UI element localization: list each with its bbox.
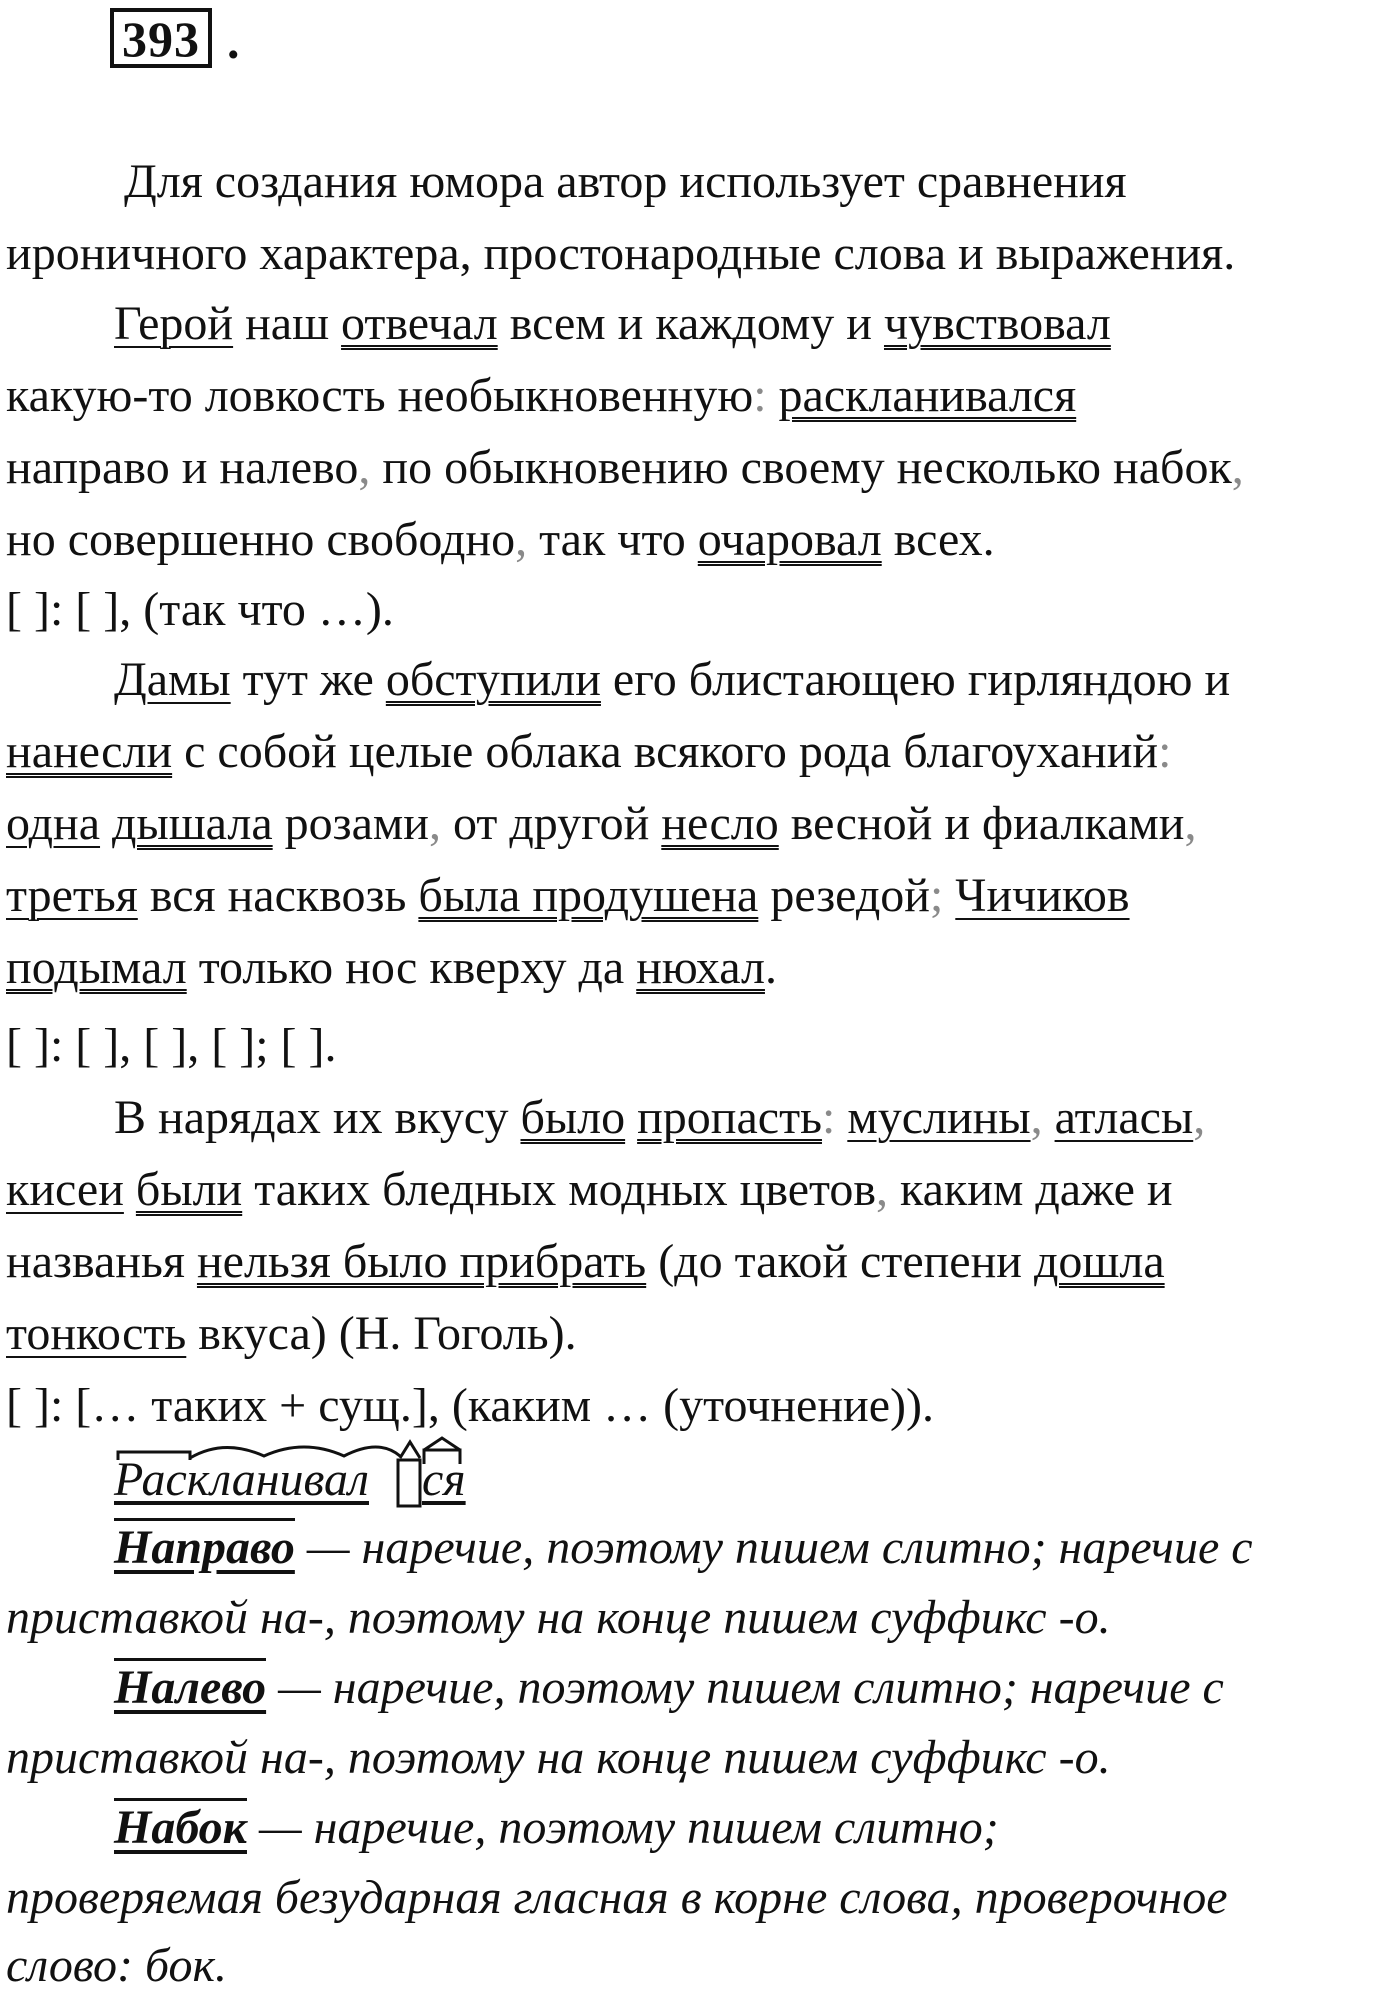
text [124,1163,136,1216]
s3-line-3 [6,1234,1165,1290]
note-word-napravo: Направо [114,1518,295,1574]
subject: тонкость [6,1307,187,1360]
comma-mark: , [358,441,371,494]
predicate: раскланивался [778,369,1077,422]
text: . [764,941,777,994]
text: тут же [230,653,386,706]
colon-mark: : [821,1091,836,1144]
text: розами [272,797,429,850]
note-word-nabok: Набок [114,1798,247,1854]
text [100,797,112,850]
s2-line-1 [114,652,1230,708]
s2-scheme: [ ]: [ ], [ ], [ ]; [ ]. [6,1019,337,1072]
text [767,369,779,422]
predicate: подымал [6,941,187,994]
semicolon-mark: ; [929,869,944,922]
text: резедой [758,869,930,922]
predicate: отвечал [341,297,498,350]
note-1-line-2: приставкой на-, поэтому на конце пишем суффикс -о. [6,1591,1111,1644]
text: только нос кверху да [186,941,637,994]
s2-line-3 [6,796,1196,852]
text: но совершенно свободно [6,513,516,566]
note-word-nalevo: Налево [114,1658,266,1714]
note-1-line-1 [114,1520,1253,1576]
s1-line-3 [6,440,1244,496]
colon-mark: : [1158,725,1172,778]
text: (до такой степени [646,1235,1034,1288]
comma-mark: , [1030,1091,1043,1144]
subject: Чичиков [955,869,1130,922]
text: всех. [881,513,995,566]
colon-mark: : [753,369,767,422]
subject: муслины [847,1091,1031,1144]
suffix-hat [400,1442,420,1458]
exercise-number-dot: . [227,13,240,69]
s3-line-2 [6,1162,1173,1218]
comma-mark: , [515,513,528,566]
subject: кисеи [6,1163,124,1216]
predicate: дошла [1033,1235,1165,1288]
text: вся насквозь [137,869,419,922]
text: каким даже и [888,1163,1173,1216]
comma-mark: , [1184,797,1197,850]
intro-line-1: Для создания юмора автор использует сравнения [124,155,1127,208]
subject: одна [6,797,101,850]
comma-mark: , [1231,441,1244,494]
text: по обыкновению своему несколько набок [370,441,1232,494]
s1-line-1 [114,296,1111,352]
text: весной и фиалками [778,797,1185,850]
morphemic-parse [114,1432,494,1512]
predicate: нанесли [6,725,173,778]
predicate: очаровал [697,513,882,566]
intro-line-2: ироничного характера, простонародные слова и выражения. [6,227,1236,280]
morph-word-main: Раскланивал [114,1453,369,1506]
text [1043,1091,1055,1144]
s2-line-4 [6,868,1130,924]
s2-line-5 [6,940,777,996]
note-3-line-1 [114,1800,999,1856]
comma-mark: , [428,797,441,850]
text [943,869,955,922]
s1-scheme: [ ]: [ ], (так что …). [6,583,394,636]
s3-line-4 [6,1306,577,1362]
predicate: были [135,1163,243,1216]
text [835,1091,847,1144]
text: с собой целые облака всякого рода благоуханий [172,725,1159,778]
s3-scheme: [ ]: [… таких + сущ.], (каким … (уточнение)). [6,1379,934,1432]
s3-line-1 [114,1090,1205,1146]
text: названья [6,1235,197,1288]
subject: третья [6,869,138,922]
predicate: обступили [385,653,601,706]
text [625,1091,637,1144]
s1-line-4 [6,512,995,568]
note-3-line-2: проверяемая безударная гласная в корне слова, проверочное [6,1871,1228,1924]
morph-word-postfix: ся [422,1453,466,1506]
text: направо и налево [6,441,359,494]
subject: атласы [1054,1091,1194,1144]
text: его блистающею гирляндою и [600,653,1231,706]
note-3-line-3: слово: бок. [6,1939,227,1992]
note-2-line-1 [114,1660,1224,1716]
predicate: несло [661,797,779,850]
note-text: — наречие, поэтому пишем слитно; наречие с [294,1521,1253,1574]
s2-line-2 [6,724,1171,780]
subject: Дамы [114,653,231,706]
note-text: — наречие, поэтому пишем слитно; наречие с [266,1661,1224,1714]
predicate: чувствовал [883,297,1111,350]
predicate: пропасть [637,1091,822,1144]
exercise-number: 393 [110,8,212,68]
predicate: дышала [112,797,273,850]
comma-mark: , [1193,1091,1206,1144]
text: наш [233,297,342,350]
s1-line-2 [6,368,1076,424]
predicate: нюхал [636,941,765,994]
comma-mark: , [876,1163,889,1216]
text: так что [527,513,698,566]
predicate: было [520,1091,626,1144]
subject: Герой [114,297,234,350]
text: какую-то ловкость необыкновенную [6,369,754,422]
text: В нарядах их вкусу [114,1091,521,1144]
predicate: была продушена [418,869,759,922]
text: таких бледных модных цветов [242,1163,877,1216]
text: вкуса) (Н. Гоголь). [186,1307,577,1360]
note-text: — наречие, поэтому пишем слитно; [246,1801,999,1854]
predicate: нельзя было прибрать [196,1235,647,1288]
ending-box [398,1460,420,1506]
text: от другой [440,797,662,850]
text: всем и каждому и [497,297,884,350]
note-2-line-2: приставкой на-, поэтому на конце пишем суффикс -о. [6,1731,1111,1784]
